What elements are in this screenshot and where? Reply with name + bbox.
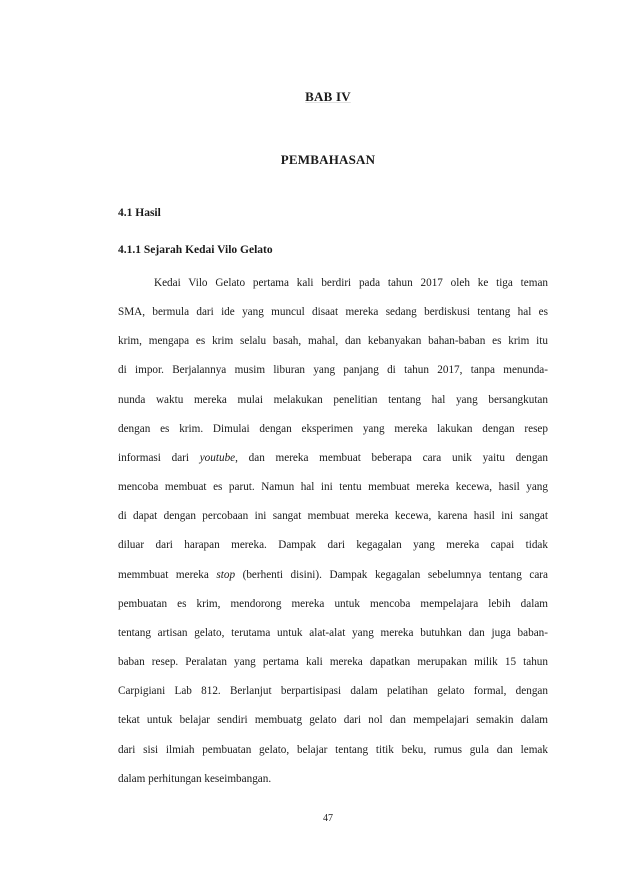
paragraph-line: dari sisi ilmiah pembuatan gelato, belajar tentang titik beku, rumus gula dan lemak — [118, 743, 548, 756]
chapter-number: BAB IV — [305, 89, 351, 104]
paragraph-line: Carpigiani Lab 812. Berlanjut berpartisipasi dalam pelatihan gelato formal, dengan — [118, 685, 548, 698]
paragraph-line: mencoba membuat es parut. Namun hal ini tentu membuat mereka kecewa, hasil yang — [118, 481, 548, 494]
paragraph-line: SMA, bermula dari ide yang muncul disaat mereka sedang berdiskusi tentang hal es — [118, 306, 548, 319]
paragraph-line: di dapat dengan percobaan ini sangat membuat mereka kecewa, karena hasil ini sangat — [118, 510, 548, 523]
paragraph-line: baban resep. Peralatan yang pertama kali mereka dapatkan merupakan milik 15 tahun — [118, 656, 548, 669]
italic-term-stop: stop — [216, 568, 236, 581]
paragraph-line: krim, mengapa es krim selalu basah, mahal, dan kebanyakan bahan-baban es krim itu — [118, 335, 548, 348]
paragraph-text: informasi dari — [118, 451, 200, 464]
paragraph-line: Kedai Vilo Gelato pertama kali berdiri pada tahun 2017 oleh ke tiga teman — [154, 277, 548, 289]
paragraph-text: , dan mereka membuat beberapa cara unik yaitu dengan — [235, 451, 548, 464]
paragraph-line: di impor. Berjalannya musim liburan yang panjang di tahun 2017, tanpa menunda- — [118, 364, 548, 377]
paragraph-line — [118, 561, 548, 590]
paragraph-line: nunda waktu mereka mulai melakukan penelitian tentang hal yang bersangkutan — [118, 393, 548, 406]
paragraph-line: dengan es krim. Dimulai dengan eksperimen yang mereka lakukan dengan resep — [118, 422, 548, 435]
body-paragraph — [118, 269, 548, 794]
paragraph-line: tekat untuk belajar sendiri membuatg gelato dari nol dan mempelajari semakin dalam — [118, 714, 548, 727]
paragraph-line: pembuatan es krim, mendorong mereka untuk mencoba mempelajara lebih dalam — [118, 597, 548, 610]
paragraph-line — [118, 444, 548, 473]
section-heading: 4.1 Hasil — [118, 207, 161, 219]
paragraph-text: (berhenti disini). Dampak kegagalan sebelumnya tentang cara — [235, 568, 548, 581]
italic-term-youtube: youtube — [199, 451, 236, 464]
paragraph-line: diluar dari harapan mereka. Dampak dari kegagalan yang mereka capai tidak — [118, 539, 548, 552]
paragraph-text: memmbuat mereka — [118, 568, 217, 581]
chapter-title: PEMBAHASAN — [280, 152, 376, 167]
paragraph-line: dalam perhitungan keseimbangan. — [118, 772, 272, 785]
page-number: 47 — [323, 813, 333, 824]
paragraph-line: tentang artisan gelato, terutama untuk alat-alat yang mereka butuhkan dan juga baban- — [118, 626, 548, 639]
subsection-heading: 4.1.1 Sejarah Kedai Vilo Gelato — [118, 244, 273, 256]
